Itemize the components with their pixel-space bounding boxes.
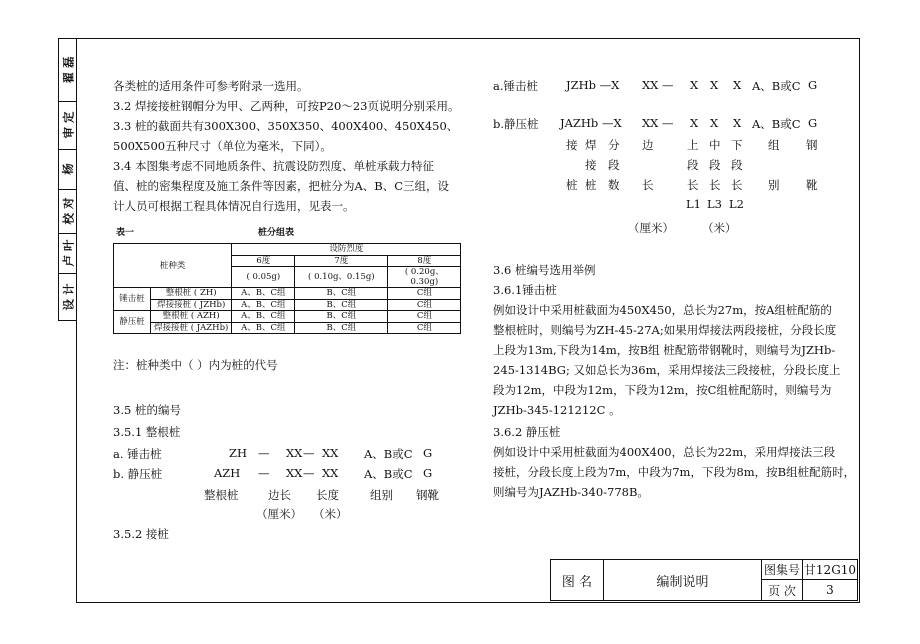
caption-char: 边 xyxy=(642,138,654,152)
side-length-code: XX — xyxy=(642,116,674,130)
l1-code: X xyxy=(690,116,699,130)
row-name: 整根桩 ( AZH) xyxy=(151,311,232,323)
side-length-code: XX — xyxy=(642,78,674,92)
cell-7: B、C组 xyxy=(295,288,388,300)
caption-length: 长度 xyxy=(316,488,339,502)
paragraph-3-3-line1: 3.3 桩的截面共有300X300、350X350、400X400、450X450、 xyxy=(113,119,459,133)
dash: — xyxy=(258,446,270,460)
cell-6: A、B、C组 xyxy=(232,288,295,300)
section-3-5-2: 3.5.2 接桩 xyxy=(113,527,169,541)
th-pile-type: 桩种类 xyxy=(114,244,232,288)
th-7-value: ( 0.10g、0.15g) xyxy=(295,267,388,288)
title-block xyxy=(550,559,858,601)
l3-code: X xyxy=(710,116,719,130)
review-label: 审 定 xyxy=(61,111,76,139)
caption-steel-shoe: 钢靴 xyxy=(416,488,439,502)
caption-l1: L1 xyxy=(686,197,701,211)
hammer-pile-label: a. 锤击桩 xyxy=(113,447,162,461)
dash: — xyxy=(258,466,270,480)
section-3-6-2: 3.6.2 静压桩 xyxy=(493,425,561,439)
cell-7: B、C组 xyxy=(295,299,388,311)
example-line: 整根桩时，则编号为ZH-45-27A;如果用焊接法两段接桩，分段长度 xyxy=(493,323,837,337)
group-hammer: 锤击桩 xyxy=(114,288,151,311)
caption-char: 数 xyxy=(608,178,620,192)
section-3-6-1: 3.6.1锤击桩 xyxy=(493,283,557,297)
caption-char: 别 xyxy=(768,178,780,192)
jointed-hammer-label: a.锤击桩 xyxy=(493,79,539,93)
caption-side-length: 边长 xyxy=(268,488,291,502)
shoe-code: G xyxy=(423,466,433,480)
caption-char: 段 xyxy=(709,158,721,172)
row-name: 焊接接桩 ( JZHb) xyxy=(151,299,232,311)
shoe-code: G xyxy=(423,446,433,460)
section-3-5-1: 3.5.1 整根桩 xyxy=(113,425,181,439)
unit-m: （米） xyxy=(702,221,737,235)
cell-8: C组 xyxy=(388,311,461,323)
cell-7: B、C组 xyxy=(295,322,388,334)
cell-8: C组 xyxy=(388,288,461,300)
atlas-number-label: 图集号 xyxy=(761,559,803,580)
l2-code: X xyxy=(733,78,742,92)
unit-cm: （厘米） xyxy=(256,507,302,521)
shoe-code: G xyxy=(808,78,818,92)
paragraph-3-4-line2: 值、桩的密集程度及施工条件等因素，把桩分为A、B、C三组，设 xyxy=(113,179,450,193)
table-title: 桩分组表 xyxy=(258,228,295,238)
paragraph-3-4-line1: 3.4 本图集考虑不同地质条件、抗震设防烈度、单桩承载力特征 xyxy=(113,159,434,173)
design-signature: 卢 叶 xyxy=(61,239,76,267)
caption-char: 桩 xyxy=(566,178,578,192)
check-label: 校 对 xyxy=(61,197,76,225)
jointed-static-label: b.静压桩 xyxy=(493,117,539,131)
caption-char: 组 xyxy=(768,138,780,152)
caption-char: 分 xyxy=(608,138,620,152)
drawing-name-label: 图 名 xyxy=(550,559,604,601)
unit-cm: （厘米） xyxy=(628,221,674,235)
table-row xyxy=(114,288,461,300)
signature-strip xyxy=(58,38,77,321)
caption-l2: L2 xyxy=(729,197,744,211)
table-label: 表一 xyxy=(116,228,135,238)
paragraph-3-2: 3.2 焊接接桩钢帽分为甲、乙两种，可按P20～23页说明分别采用。 xyxy=(113,99,460,113)
caption-char: 靴 xyxy=(806,178,818,192)
example-line: 则编号为JAZHb-340-778B。 xyxy=(493,485,649,499)
cell-6: A、B、C组 xyxy=(232,322,295,334)
caption-char: 长 xyxy=(687,178,699,192)
drawing-title: 编制说明 xyxy=(603,559,762,601)
example-line: 例如设计中采用桩截面为400X400，总长为22m，采用焊接法三段 xyxy=(493,445,836,459)
caption-l3: L3 xyxy=(707,197,722,211)
side-length-code: XX xyxy=(286,466,303,480)
caption-char: 接 xyxy=(585,158,597,172)
th-8-value: ( 0.20g、0.30g) xyxy=(388,267,461,288)
page-number: 3 xyxy=(802,579,858,601)
static-pile-label: b. 静压桩 xyxy=(113,467,163,481)
th-7: 7度 xyxy=(295,255,388,267)
l1-code: X xyxy=(690,78,699,92)
group-code: A、B或C xyxy=(752,79,801,93)
table-note: 注：桩种类中（ ）内为桩的代号 xyxy=(113,358,278,372)
cell-6: A、B、C组 xyxy=(232,311,295,323)
th-6: 6度 xyxy=(232,255,295,267)
example-line: 段为12m，中段为12m，下段为12m，按C组桩配筋时，则编号为 xyxy=(493,383,832,397)
caption-char: 接 xyxy=(566,138,578,152)
hammer-pile-code: ZH xyxy=(229,446,248,460)
example-line: 245-1314BG; 又如总长为36m，采用焊接法三段接桩，分段长度上 xyxy=(493,363,841,377)
section-3-6: 3.6 桩编号选用举例 xyxy=(493,263,596,277)
page-label: 页 次 xyxy=(761,579,803,601)
caption-char: 桩 xyxy=(585,178,597,192)
group-static: 静压桩 xyxy=(114,311,151,334)
cell-7: B、C组 xyxy=(295,311,388,323)
check-signature: 杨 xyxy=(61,163,75,175)
group-code: A、B或C xyxy=(752,117,801,131)
example-line: JZHb-345-121212C 。 xyxy=(493,403,621,417)
caption-char: 段 xyxy=(731,158,743,172)
caption-char: 段 xyxy=(687,158,699,172)
caption-group: 组别 xyxy=(370,488,393,502)
design-label: 设 计 xyxy=(61,282,76,311)
jointed-static-code: JAZHb —X xyxy=(560,116,622,130)
caption-char: 下 xyxy=(731,138,743,152)
cell-6: A、B、C组 xyxy=(232,299,295,311)
length-code: XX xyxy=(322,466,339,480)
pile-group-table xyxy=(113,243,461,334)
row-name: 焊接接桩 ( JAZHb) xyxy=(151,322,232,334)
group-code: A、B或C xyxy=(364,447,413,461)
th-8: 8度 xyxy=(388,255,461,267)
paragraph-applicability: 各类桩的适用条件可参考附录一选用。 xyxy=(113,79,309,93)
th-6-value: ( 0.05g) xyxy=(232,267,295,288)
length-code: XX xyxy=(322,446,339,460)
section-3-5: 3.5 桩的编号 xyxy=(113,403,181,417)
dash: — xyxy=(303,466,315,480)
table-row xyxy=(114,322,461,334)
cell-8: C组 xyxy=(388,299,461,311)
unit-m: （米） xyxy=(313,507,348,521)
caption-char: 焊 xyxy=(585,138,597,152)
caption-char: 长 xyxy=(731,178,743,192)
example-line: 上段为13m,下段为14m，按B组 桩配筋带钢靴时，则编号为JZHb- xyxy=(493,343,836,357)
caption-char: 段 xyxy=(608,158,620,172)
caption-char: 长 xyxy=(642,178,654,192)
caption-char: 钢 xyxy=(806,138,818,152)
example-line: 例如设计中采用桩截面为450X450，总长为27m，按A组桩配筋的 xyxy=(493,303,832,317)
paragraph-3-3-line2: 500X500五种尺寸（单位为毫米，下同）。 xyxy=(113,139,332,153)
caption-whole-pile: 整根桩 xyxy=(204,488,239,502)
l3-code: X xyxy=(710,78,719,92)
cell-8: C组 xyxy=(388,322,461,334)
paragraph-3-4-line3: 计人员可根据工程具体情况自行选用，见表一。 xyxy=(113,199,355,213)
th-intensity: 设防烈度 xyxy=(232,244,461,256)
static-pile-code: AZH xyxy=(214,466,241,480)
atlas-number: 甘12G10 xyxy=(802,559,858,580)
caption-char: 长 xyxy=(709,178,721,192)
review-signature: 翟 磊 xyxy=(61,56,76,84)
l2-code: X xyxy=(733,116,742,130)
caption-char: 上 xyxy=(687,138,699,152)
dash: — xyxy=(303,446,315,460)
shoe-code: G xyxy=(808,116,818,130)
table-row xyxy=(114,311,461,323)
caption-char: 中 xyxy=(709,138,721,152)
row-name: 整根桩 ( ZH) xyxy=(151,288,232,300)
group-code: A、B或C xyxy=(364,467,413,481)
side-length-code: XX xyxy=(286,446,303,460)
table-row xyxy=(114,299,461,311)
example-line: 接桩，分段长度上段为7m，中段为7m，下段为8m，按B组桩配筋时， xyxy=(493,465,856,479)
jointed-hammer-code: JZHb —X xyxy=(566,78,620,92)
